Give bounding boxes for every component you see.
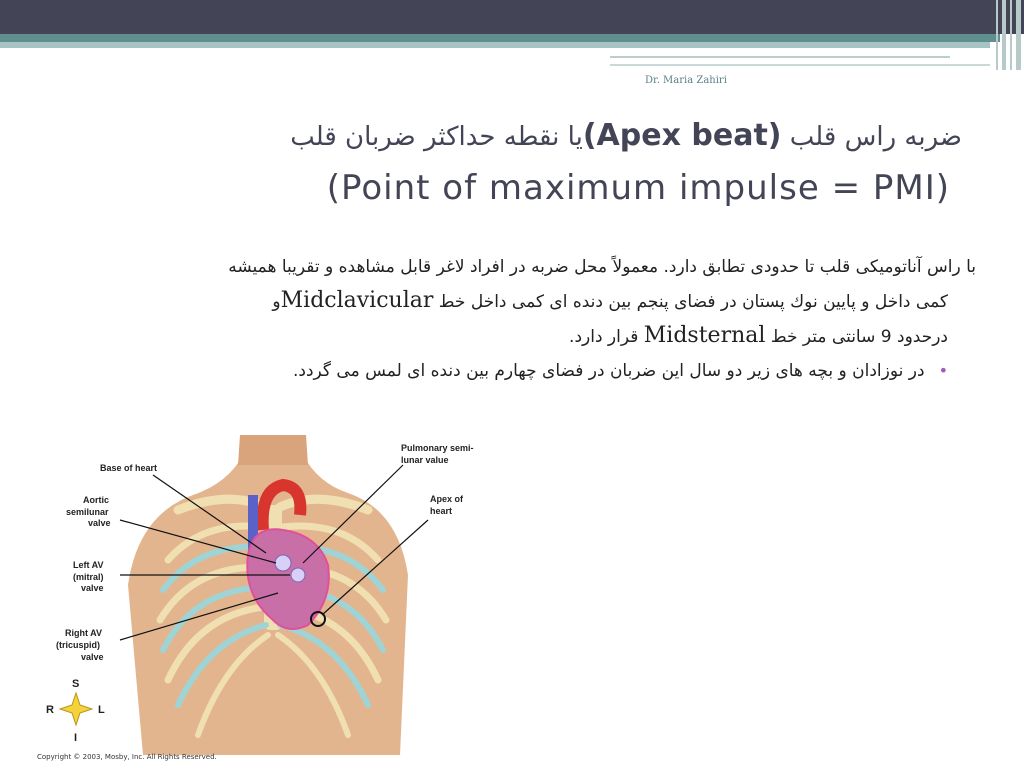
slide-title bbox=[290, 118, 962, 153]
header-band bbox=[0, 34, 1000, 42]
term-midsternal: Midsternal bbox=[643, 323, 766, 348]
title-persian-b: یا نقطه حداکثر ضربان قلب bbox=[290, 122, 583, 152]
label-aortic: semilunar bbox=[66, 507, 109, 517]
valve bbox=[275, 555, 291, 571]
author-name: Dr. Maria Zahiri bbox=[645, 75, 727, 86]
paragraph-text: کمی داخل و پایین نوك پستان در فضای پنجم بین دنده ای کمی داخل خط bbox=[433, 292, 948, 312]
bullet-item bbox=[116, 354, 976, 388]
copyright-notice: Copyright © 2003, Mosby, Inc. All Rights Reserved. bbox=[37, 753, 217, 761]
body-text bbox=[116, 250, 976, 388]
orientation-compass bbox=[46, 678, 105, 744]
label-left-av: valve bbox=[81, 583, 104, 593]
paragraph-text: درحدود 9 سانتی متر خط bbox=[765, 327, 948, 347]
label-right-av: valve bbox=[81, 652, 104, 662]
bullet-icon: • bbox=[938, 361, 948, 380]
paragraph-text: و bbox=[272, 292, 281, 312]
term-midclavicular: Midclavicular bbox=[280, 288, 434, 313]
valve bbox=[291, 568, 305, 582]
compass-left: L bbox=[98, 704, 105, 716]
heart-anatomy-figure bbox=[28, 435, 498, 755]
label-right-av: Right AV bbox=[65, 628, 102, 638]
paragraph-line bbox=[116, 284, 976, 319]
label-pulmonary: lunar value bbox=[401, 455, 449, 465]
header-rule bbox=[610, 56, 950, 58]
compass-superior: S bbox=[72, 678, 80, 690]
title-persian-a: ضربه راس قلب bbox=[781, 122, 962, 152]
label-base-of-heart: Base of heart bbox=[100, 463, 158, 473]
header-band-light bbox=[0, 42, 990, 48]
label-aortic: valve bbox=[88, 518, 111, 528]
label-apex: heart bbox=[430, 506, 453, 516]
label-pulmonary: Pulmonary semi- bbox=[401, 443, 474, 453]
slide-subtitle: (Point of maximum impulse = PMI) bbox=[326, 168, 950, 208]
bullet-text: در نوزادان و بچه های زیر دو سال این ضربان در فضای چهارم بین دنده ای لمس می گردد. bbox=[292, 361, 925, 381]
title-english: (Apex beat) bbox=[582, 118, 782, 153]
paragraph-line bbox=[116, 319, 976, 354]
decorative-stripes bbox=[994, 0, 1024, 70]
label-right-av: (tricuspid) bbox=[56, 640, 100, 650]
label-apex: Apex of bbox=[430, 494, 464, 504]
paragraph-text: قرار دارد. bbox=[569, 327, 639, 347]
label-left-av: Left AV bbox=[73, 560, 104, 570]
neck bbox=[238, 435, 308, 465]
compass-right: R bbox=[46, 704, 54, 716]
label-left-av: (mitral) bbox=[73, 572, 104, 582]
compass-inferior: I bbox=[74, 732, 78, 744]
header-rule bbox=[610, 64, 990, 66]
paragraph-line: با راس آناتومیکی قلب تا حدودی تطابق دارد. معمولاً محل ضربه در افراد لاغر قابل مشاهده و تقریبا همیشه bbox=[228, 257, 976, 277]
top-bar bbox=[0, 0, 1024, 34]
label-aortic: Aortic bbox=[83, 495, 110, 505]
